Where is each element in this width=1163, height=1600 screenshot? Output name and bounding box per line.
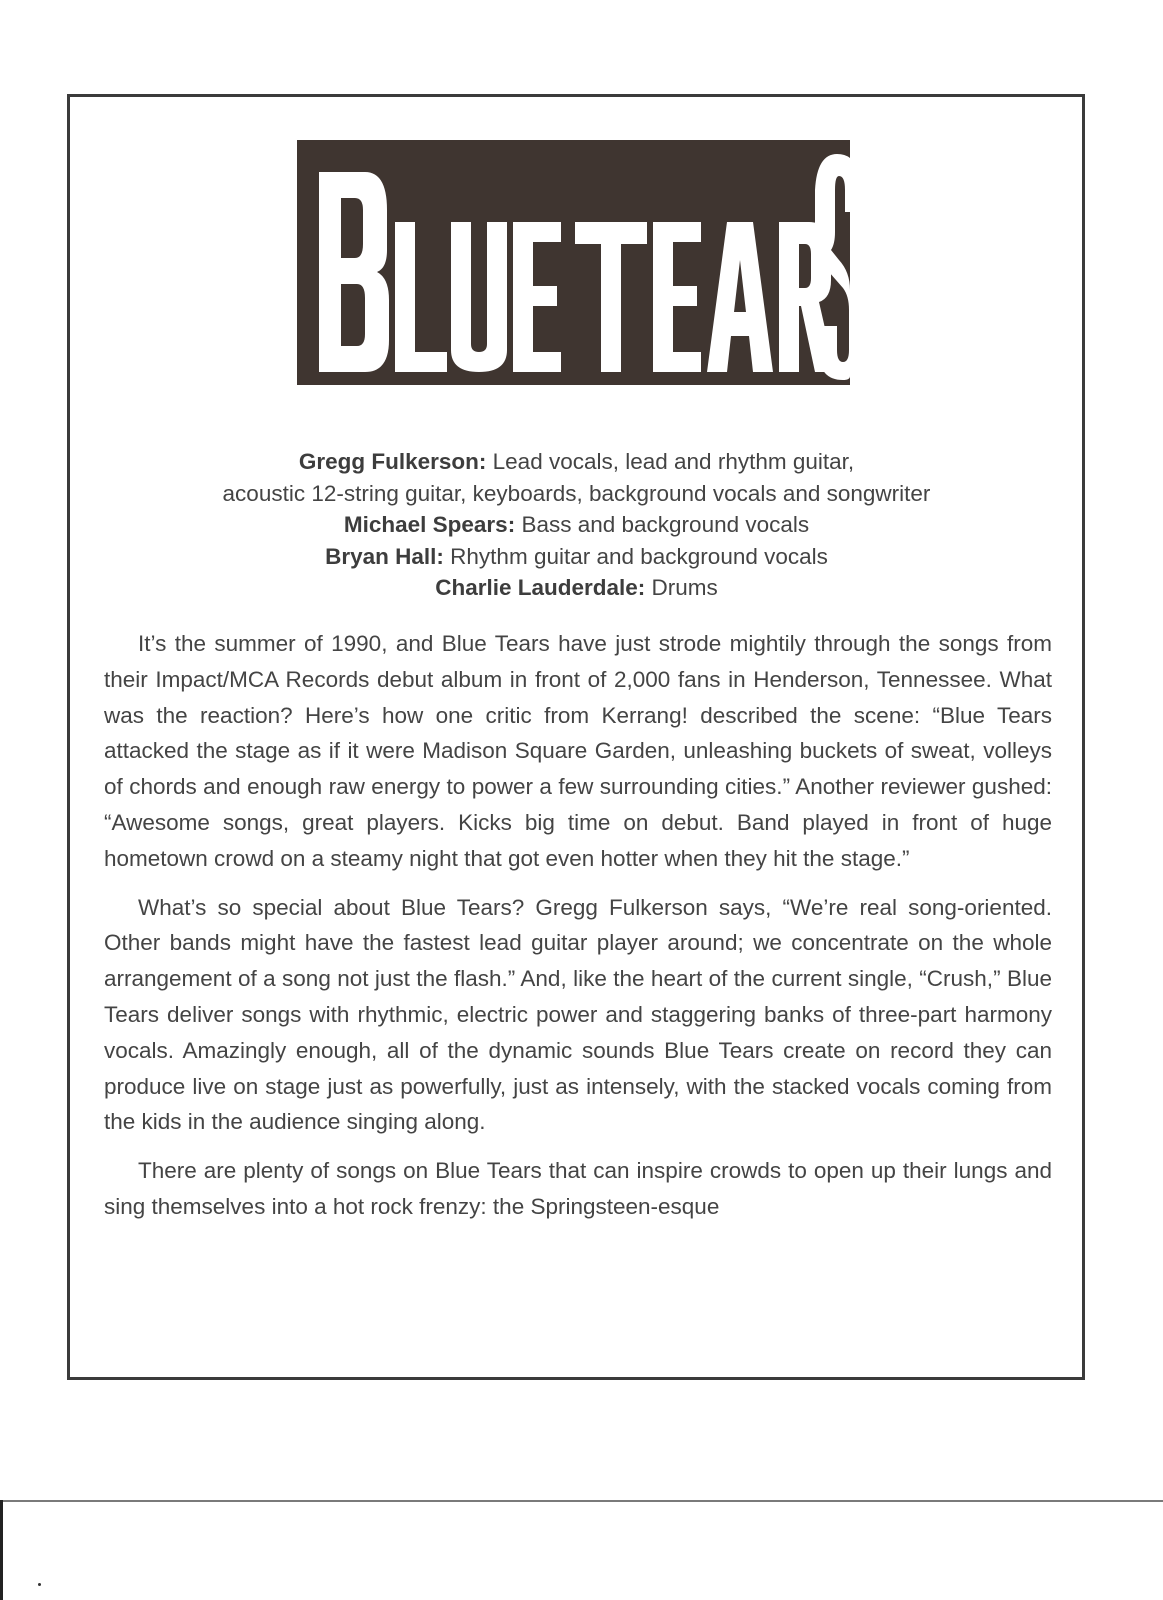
roster-entry — [80, 572, 1073, 604]
band-roster — [80, 446, 1073, 604]
member-role: Bass and background vocals — [521, 512, 810, 537]
roster-entry — [80, 541, 1073, 573]
member-name: Michael Spears: — [343, 512, 516, 537]
member-role: Lead vocals, lead and rhythm guitar, — [492, 449, 855, 474]
roster-entry — [80, 446, 1073, 509]
band-logo-graphic — [297, 140, 850, 385]
member-name: Bryan Hall: — [325, 543, 444, 569]
paragraph: There are plenty of songs on Blue Tears that can inspire crowds to open up their lungs and sing themselves into a hot rock frenzy: the Springsteen-esque — [104, 1158, 1052, 1219]
scan-edge — [0, 1500, 1163, 1502]
scan-edge-mark — [0, 1500, 3, 1600]
article-body — [104, 626, 1052, 1238]
member-name: Gregg Fulkerson: — [298, 449, 487, 474]
member-role: Rhythm guitar and background vocals — [450, 543, 828, 569]
roster-entry — [80, 509, 1073, 541]
member-role: Drums — [651, 575, 718, 600]
member-role-continued: acoustic 12-string guitar, keyboards, background vocals and songwriter — [222, 480, 931, 506]
band-logo — [297, 140, 850, 385]
paragraph: It’s the summer of 1990, and Blue Tears have just strode mightily through the songs from their Impact/MCA Records debut album in front of 2,000 fans in Henderson, Tennessee. What was the reaction? Here’s how one critic from Kerrang! described the scene: “Blue Tears attacked the stage as if it were Madison Square Garden, unleashing buckets of sweat, volleys of chords and enough raw energy to power a few surrounding cities.” Another reviewer gushed: “Awesome songs, great players. Kicks big time on debut. Band played in front of huge hometown crowd on a steamy night that got even hotter when they hit the stage.” — [104, 631, 1052, 871]
paragraph: What’s so special about Blue Tears? Gregg Fulkerson says, “We’re real song-oriented. Other bands might have the fastest lead guitar player around; we concentrate on the whole arrangement of a song not just the flash.” And, like the heart of the current single, “Crush,” Blue Tears deliver songs with rhythmic, electric power and staggering banks of three-part harmony vocals. Amazingly enough, all of the dynamic sounds Blue Tears create on record they can produce live on stage just as powerfully, just as intensely, with the stacked vocals coming from the kids in the audience singing along. — [104, 894, 1052, 1135]
member-name: Charlie Lauderdale: — [435, 575, 646, 600]
scan-speck — [38, 1583, 41, 1586]
